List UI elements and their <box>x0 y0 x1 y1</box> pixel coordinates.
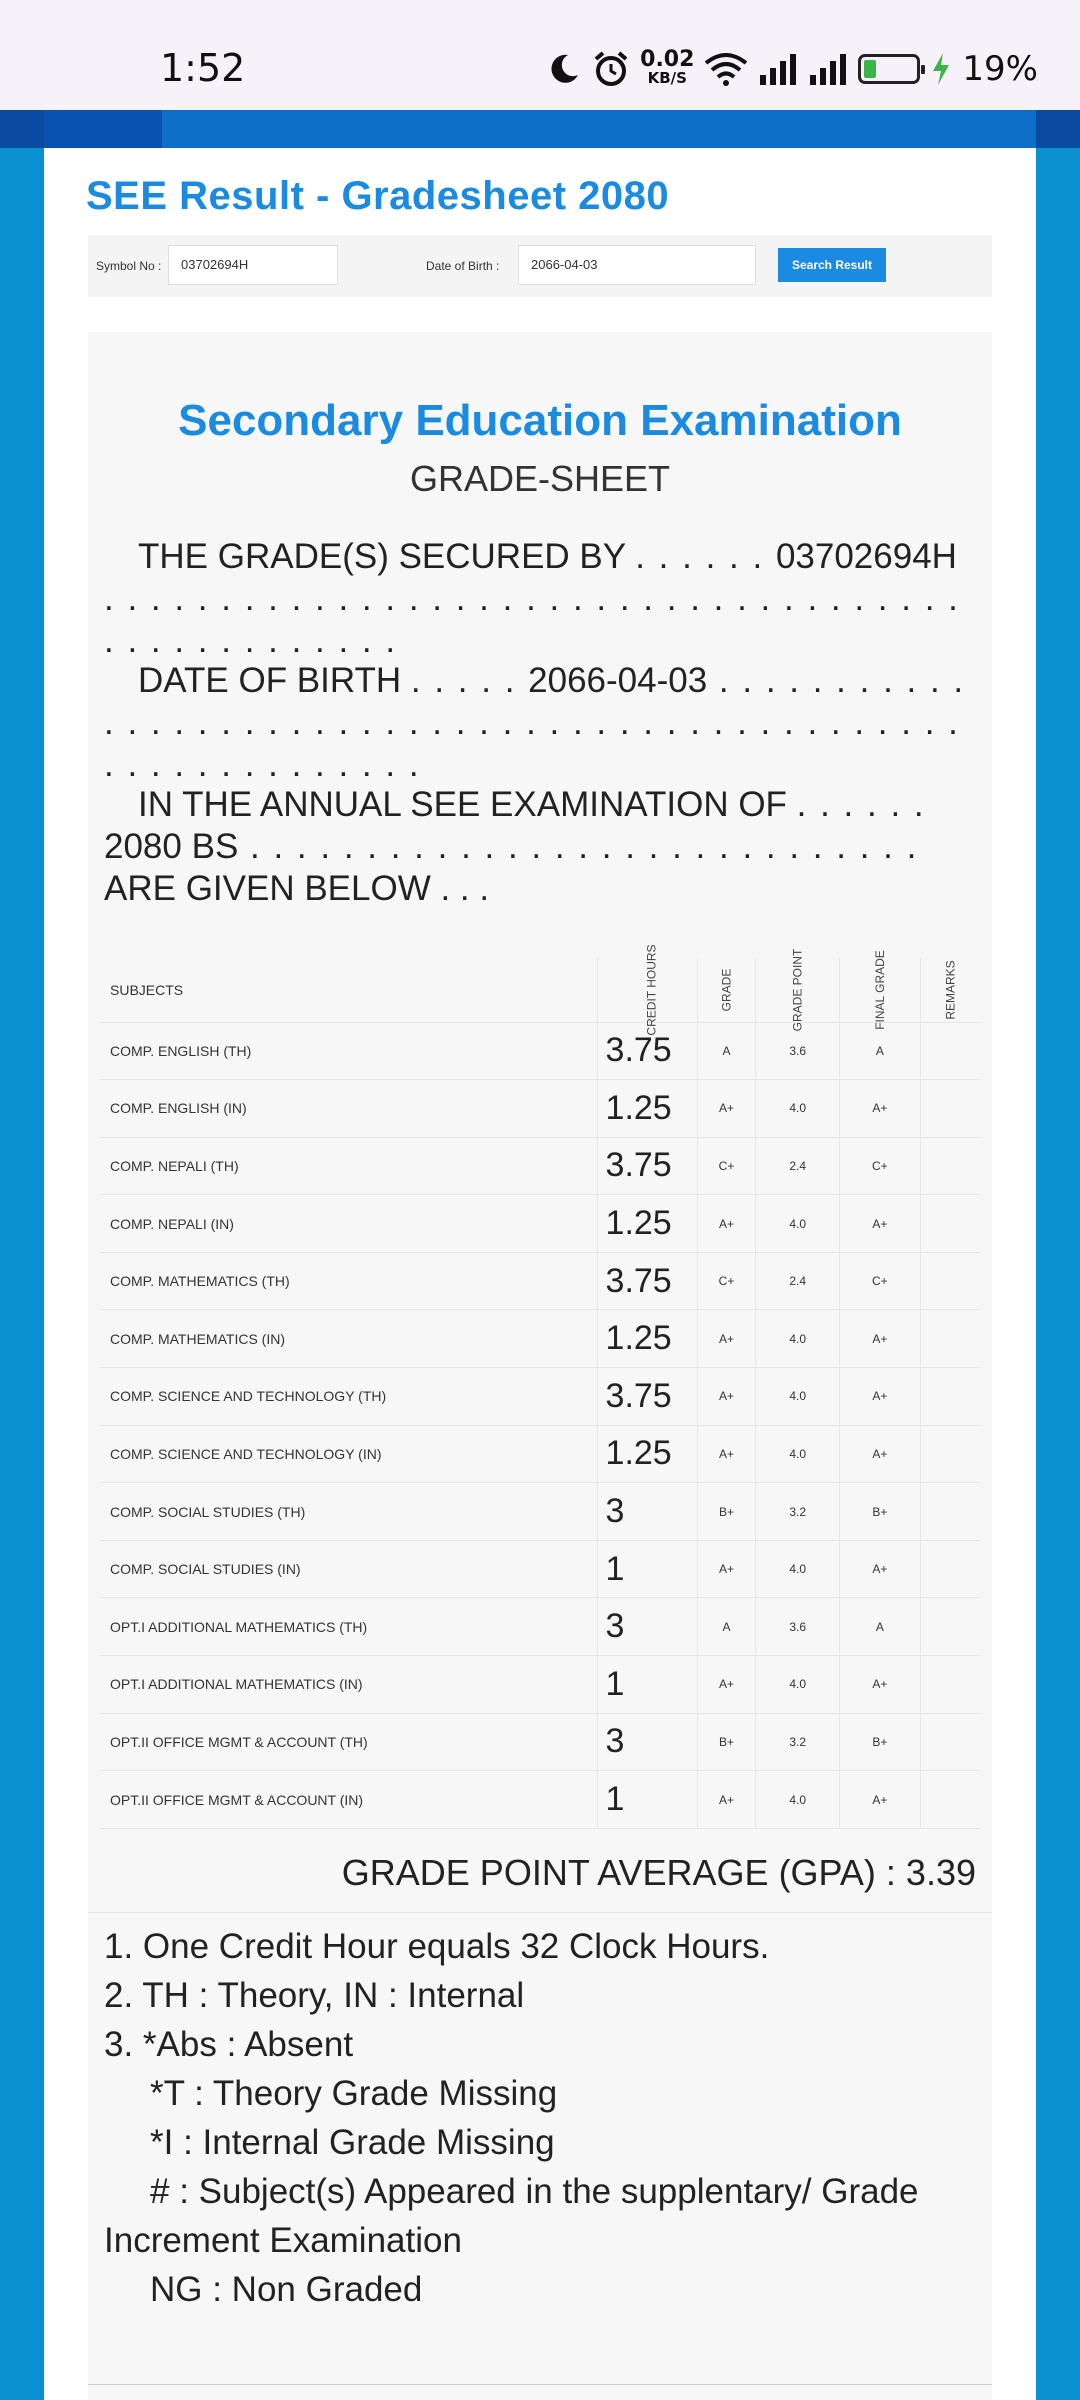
table-row <box>100 1483 980 1541</box>
grade-point-cell: 4.0 <box>756 1771 840 1829</box>
table-header-row <box>100 958 980 1022</box>
final-grade-cell: A+ <box>840 1310 921 1368</box>
note-item: NG : Non Graded <box>150 2270 423 2309</box>
header-grade-point: GRADE POINT <box>790 948 805 1032</box>
note-item: 1. One Credit Hour equals 32 Clock Hours. <box>104 1927 770 1966</box>
credit-hours-cell: 3 <box>597 1713 697 1771</box>
remarks-cell <box>920 1022 980 1080</box>
status-bar <box>0 0 1080 110</box>
table-row <box>100 1368 980 1426</box>
exam-suffix: ARE GIVEN BELOW . . . <box>104 869 490 908</box>
grade-cell: A+ <box>697 1310 756 1368</box>
credit-hours-cell: 1 <box>597 1656 697 1714</box>
final-grade-cell: A <box>840 1598 921 1656</box>
grade-cell: A+ <box>697 1425 756 1483</box>
notes-list <box>104 1922 984 2314</box>
grade-cell: A+ <box>697 1771 756 1829</box>
dob-prefix: DATE OF BIRTH <box>138 661 402 700</box>
exam-line: IN THE ANNUAL SEE EXAMINATION OF . . . . . . 2080 BS . . . . . . . . . . . . . . . . . . . . . . . . . . . . . ARE GIVEN BELOW . . . <box>104 785 926 908</box>
divider <box>88 2384 992 2385</box>
note-item: 2. TH : Theory, IN : Internal <box>104 1976 525 2015</box>
remarks-cell <box>920 1425 980 1483</box>
final-grade-cell: C+ <box>840 1137 921 1195</box>
table-row <box>100 1713 980 1771</box>
exam-year: 2080 <box>104 827 182 866</box>
grade-cell: A+ <box>697 1368 756 1426</box>
sheet-subtitle: GRADE-SHEET <box>409 458 671 499</box>
grade-cell: B+ <box>697 1483 756 1541</box>
grade-point-cell: 4.0 <box>756 1656 840 1714</box>
subject-cell: COMP. NEPALI (IN) <box>100 1195 597 1253</box>
credit-hours-cell: 1.25 <box>597 1080 697 1138</box>
grade-point-cell: 3.6 <box>756 1598 840 1656</box>
nav-active-tab[interactable] <box>44 110 162 148</box>
subject-cell: COMP. ENGLISH (TH) <box>100 1022 597 1080</box>
secured-by-prefix: THE GRADE(S) SECURED BY <box>138 537 626 576</box>
credit-hours-cell: 1.25 <box>597 1425 697 1483</box>
nav-edge-right <box>1036 110 1080 148</box>
grade-point-cell: 4.0 <box>756 1540 840 1598</box>
nav-edge-left <box>0 110 44 148</box>
status-icons <box>546 44 1038 94</box>
dob-input[interactable]: 2066-04-03 <box>518 245 756 285</box>
grade-point-cell: 2.4 <box>756 1137 840 1195</box>
remarks-cell <box>920 1598 980 1656</box>
grades-table <box>100 944 980 1829</box>
header-grade: GRADE <box>719 968 734 1012</box>
remarks-cell <box>920 1252 980 1310</box>
grade-point-cell: 3.6 <box>756 1022 840 1080</box>
final-grade-cell: A+ <box>840 1080 921 1138</box>
table-row <box>100 1252 980 1310</box>
final-grade-cell: C+ <box>840 1252 921 1310</box>
subject-cell: OPT.I ADDITIONAL MATHEMATICS (TH) <box>100 1598 597 1656</box>
table-row <box>100 1080 980 1138</box>
grade-cell: A <box>697 1022 756 1080</box>
final-grade-cell: B+ <box>840 1483 921 1541</box>
table-row <box>100 1598 980 1656</box>
final-grade-cell: A+ <box>840 1195 921 1253</box>
header-credit-hours: CREDIT HOURS <box>644 944 659 1036</box>
grade-point-cell: 2.4 <box>756 1252 840 1310</box>
credit-hours-cell: 3.75 <box>597 1368 697 1426</box>
grade-cell: C+ <box>697 1252 756 1310</box>
main-content <box>44 148 1036 2400</box>
wifi-icon <box>704 51 748 87</box>
subject-cell: OPT.II OFFICE MGMT & ACCOUNT (IN) <box>100 1771 597 1829</box>
battery-percent: 19% <box>962 49 1038 89</box>
search-result-button[interactable]: Search Result <box>778 248 886 282</box>
note-item: *T : Theory Grade Missing <box>150 2074 558 2113</box>
credit-hours-cell: 3.75 <box>597 1252 697 1310</box>
table-row <box>100 1656 980 1714</box>
grade-point-cell: 4.0 <box>756 1310 840 1368</box>
grade-point-cell: 3.2 <box>756 1713 840 1771</box>
grade-sheet <box>88 332 992 2400</box>
grade-cell: A <box>697 1598 756 1656</box>
sheet-title: Secondary Education Examination <box>178 396 902 445</box>
final-grade-cell: B+ <box>840 1713 921 1771</box>
remarks-cell <box>920 1195 980 1253</box>
grade-cell: A+ <box>697 1195 756 1253</box>
signal-icon-2 <box>808 51 848 87</box>
grade-point-cell: 4.0 <box>756 1425 840 1483</box>
grade-point-cell: 3.2 <box>756 1483 840 1541</box>
do-not-disturb-icon <box>546 51 582 87</box>
remarks-cell <box>920 1656 980 1714</box>
gpa-line <box>342 1852 976 1894</box>
table-row <box>100 1425 980 1483</box>
alarm-icon <box>592 50 630 88</box>
dob-value: 2066-04-03 <box>528 661 708 700</box>
credit-hours-cell: 3 <box>597 1483 697 1541</box>
subject-cell: COMP. MATHEMATICS (TH) <box>100 1252 597 1310</box>
charging-icon <box>930 51 952 87</box>
remarks-cell <box>920 1368 980 1426</box>
remarks-cell <box>920 1483 980 1541</box>
grade-cell: C+ <box>697 1137 756 1195</box>
header-remarks: REMARKS <box>943 960 958 1020</box>
subject-cell: COMP. SCIENCE AND TECHNOLOGY (IN) <box>100 1425 597 1483</box>
dob-label: Date of Birth : <box>426 259 500 273</box>
battery-icon <box>858 54 920 84</box>
credit-hours-cell: 1.25 <box>597 1195 697 1253</box>
symbol-label: Symbol No : <box>96 259 162 273</box>
gpa-label: GRADE POINT AVERAGE (GPA) : <box>341 1852 896 1893</box>
credit-hours-cell: 3.75 <box>597 1022 697 1080</box>
secured-by-value: 03702694H <box>775 537 957 576</box>
secured-by-line: THE GRADE(S) SECURED BY . . . . . . 03702694H . . . . . . . . . . . . . . . . . . . . . . . . . . . . . . . . . . . . . . . . . . . . . . . . . . <box>104 537 960 660</box>
subject-cell: COMP. MATHEMATICS (IN) <box>100 1310 597 1368</box>
signal-icon <box>758 51 798 87</box>
remarks-cell <box>920 1771 980 1829</box>
subject-cell: COMP. SOCIAL STUDIES (TH) <box>100 1483 597 1541</box>
network-speed-unit: KB/S <box>647 69 687 87</box>
credit-hours-cell: 3 <box>597 1598 697 1656</box>
grade-point-cell: 4.0 <box>756 1368 840 1426</box>
top-nav <box>0 110 1080 148</box>
subject-cell: COMP. ENGLISH (IN) <box>100 1080 597 1138</box>
network-speed-value: 0.02 <box>640 47 695 72</box>
table-row <box>100 1195 980 1253</box>
final-grade-cell: A+ <box>840 1656 921 1714</box>
dob-line: DATE OF BIRTH . . . . . 2066-04-03 . . . . . . . . . . . . . . . . . . . . . . . . . . . . . . . . . . . . . . . . . . . . . . . . . . . . . . . . . . . . . . <box>104 661 966 784</box>
network-speed <box>640 47 695 87</box>
search-form <box>88 235 992 297</box>
table-row <box>100 1137 980 1195</box>
subject-cell: OPT.I ADDITIONAL MATHEMATICS (IN) <box>100 1656 597 1714</box>
grade-cell: A+ <box>697 1656 756 1714</box>
table-row <box>100 1022 980 1080</box>
divider <box>88 1912 992 1913</box>
header-subjects: SUBJECTS <box>100 958 597 1022</box>
grade-cell: A+ <box>697 1540 756 1598</box>
status-time: 1:52 <box>160 46 246 90</box>
grade-point-cell: 4.0 <box>756 1195 840 1253</box>
subject-cell: COMP. SCIENCE AND TECHNOLOGY (TH) <box>100 1368 597 1426</box>
grade-point-cell: 4.0 <box>756 1080 840 1138</box>
subject-cell: COMP. SOCIAL STUDIES (IN) <box>100 1540 597 1598</box>
remarks-cell <box>920 1540 980 1598</box>
exam-prefix: IN THE ANNUAL SEE EXAMINATION OF <box>138 785 787 824</box>
page-title: SEE Result - Gradesheet 2080 <box>86 174 670 218</box>
remarks-cell <box>920 1713 980 1771</box>
final-grade-cell: A+ <box>840 1771 921 1829</box>
table-row <box>100 1310 980 1368</box>
subject-cell: OPT.II OFFICE MGMT & ACCOUNT (TH) <box>100 1713 597 1771</box>
note-item: *I : Internal Grade Missing <box>150 2123 555 2162</box>
credit-hours-cell: 1 <box>597 1540 697 1598</box>
table-row <box>100 1540 980 1598</box>
remarks-cell <box>920 1310 980 1368</box>
final-grade-cell: A <box>840 1022 921 1080</box>
note-item: 3. *Abs : Absent <box>104 2025 354 2064</box>
gpa-value: 3.39 <box>905 1852 976 1893</box>
grade-cell: B+ <box>697 1713 756 1771</box>
remarks-cell <box>920 1080 980 1138</box>
credit-hours-cell: 3.75 <box>597 1137 697 1195</box>
note-item: # : Subject(s) Appeared in the supplentary/ Grade Increment Examination <box>104 2172 919 2260</box>
grade-cell: A+ <box>697 1080 756 1138</box>
final-grade-cell: A+ <box>840 1368 921 1426</box>
credit-hours-cell: 1 <box>597 1771 697 1829</box>
header-final-grade: FINAL GRADE <box>872 949 887 1030</box>
subject-cell: COMP. NEPALI (TH) <box>100 1137 597 1195</box>
credit-hours-cell: 1.25 <box>597 1310 697 1368</box>
final-grade-cell: A+ <box>840 1540 921 1598</box>
symbol-input[interactable]: 03702694H <box>168 245 338 285</box>
exam-unit: BS <box>191 827 239 866</box>
remarks-cell <box>920 1137 980 1195</box>
final-grade-cell: A+ <box>840 1425 921 1483</box>
table-row <box>100 1771 980 1829</box>
